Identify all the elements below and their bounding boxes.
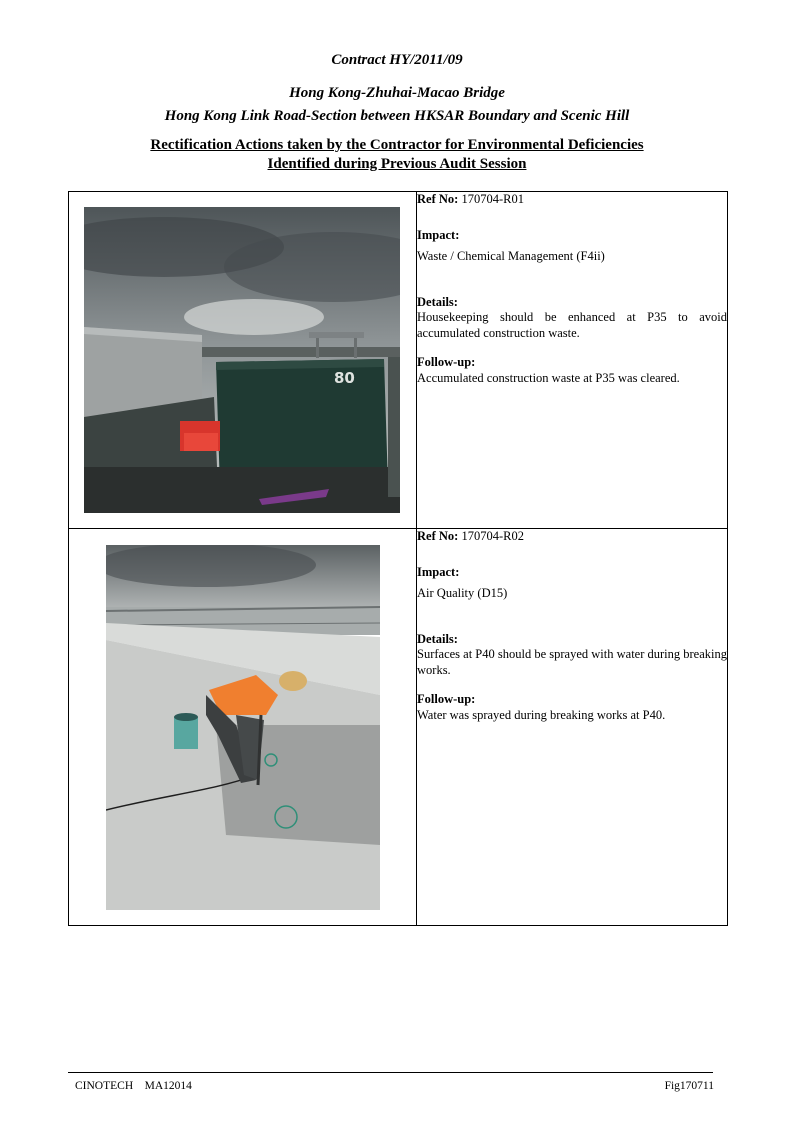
ref-number: 170704-R02 — [461, 529, 524, 543]
impact-value: Waste / Chemical Management (F4ii) — [417, 249, 605, 263]
contract-number: Contract HY/2011/09 — [331, 52, 463, 68]
ref-number: 170704-R01 — [461, 192, 524, 206]
impact-value: Air Quality (D15) — [417, 586, 508, 600]
details-text: Housekeeping should be enhanced at P35 to avoid accumulated construction waste. — [417, 310, 727, 340]
ref-label: Ref No: — [417, 192, 459, 206]
photo-cell — [69, 529, 417, 926]
table-row — [69, 529, 728, 926]
followup-text: Water was sprayed during breaking works at P40. — [417, 707, 666, 722]
site-photo-water-spraying — [106, 545, 380, 910]
details-label: Details: — [417, 294, 458, 309]
record-details-cell — [417, 192, 728, 529]
followup-label: Follow-up: — [417, 355, 476, 369]
footer-divider — [68, 1072, 713, 1073]
impact-label: Impact: — [417, 227, 460, 242]
document-title-line1: Rectification Actions taken by the Contractor for Environmental Deficiencies — [150, 137, 644, 153]
photo-cell — [69, 192, 417, 529]
footer-company-ref: CINOTECH MA12014 — [75, 1080, 192, 1092]
table-row — [69, 192, 728, 529]
project-name: Hong Kong-Zhuhai-Macao Bridge — [289, 85, 505, 101]
container-number: 80 — [334, 369, 355, 387]
footer-figure-ref: Fig170711 — [664, 1080, 714, 1092]
document-title-line2: Identified during Previous Audit Session — [267, 156, 527, 172]
details-label: Details: — [417, 631, 458, 646]
rectification-table — [68, 191, 728, 926]
section-name: Hong Kong Link Road-Section between HKSAR Boundary and Scenic Hill — [164, 108, 630, 124]
ref-label: Ref No: — [417, 529, 459, 543]
followup-text: Accumulated construction waste at P35 was cleared. — [417, 370, 680, 385]
details-text: Surfaces at P40 should be sprayed with water during breaking works. — [417, 647, 727, 677]
site-photo-waste-container — [84, 207, 400, 513]
followup-label: Follow-up: — [417, 692, 476, 706]
record-details-cell — [417, 529, 728, 926]
impact-label: Impact: — [417, 564, 460, 579]
